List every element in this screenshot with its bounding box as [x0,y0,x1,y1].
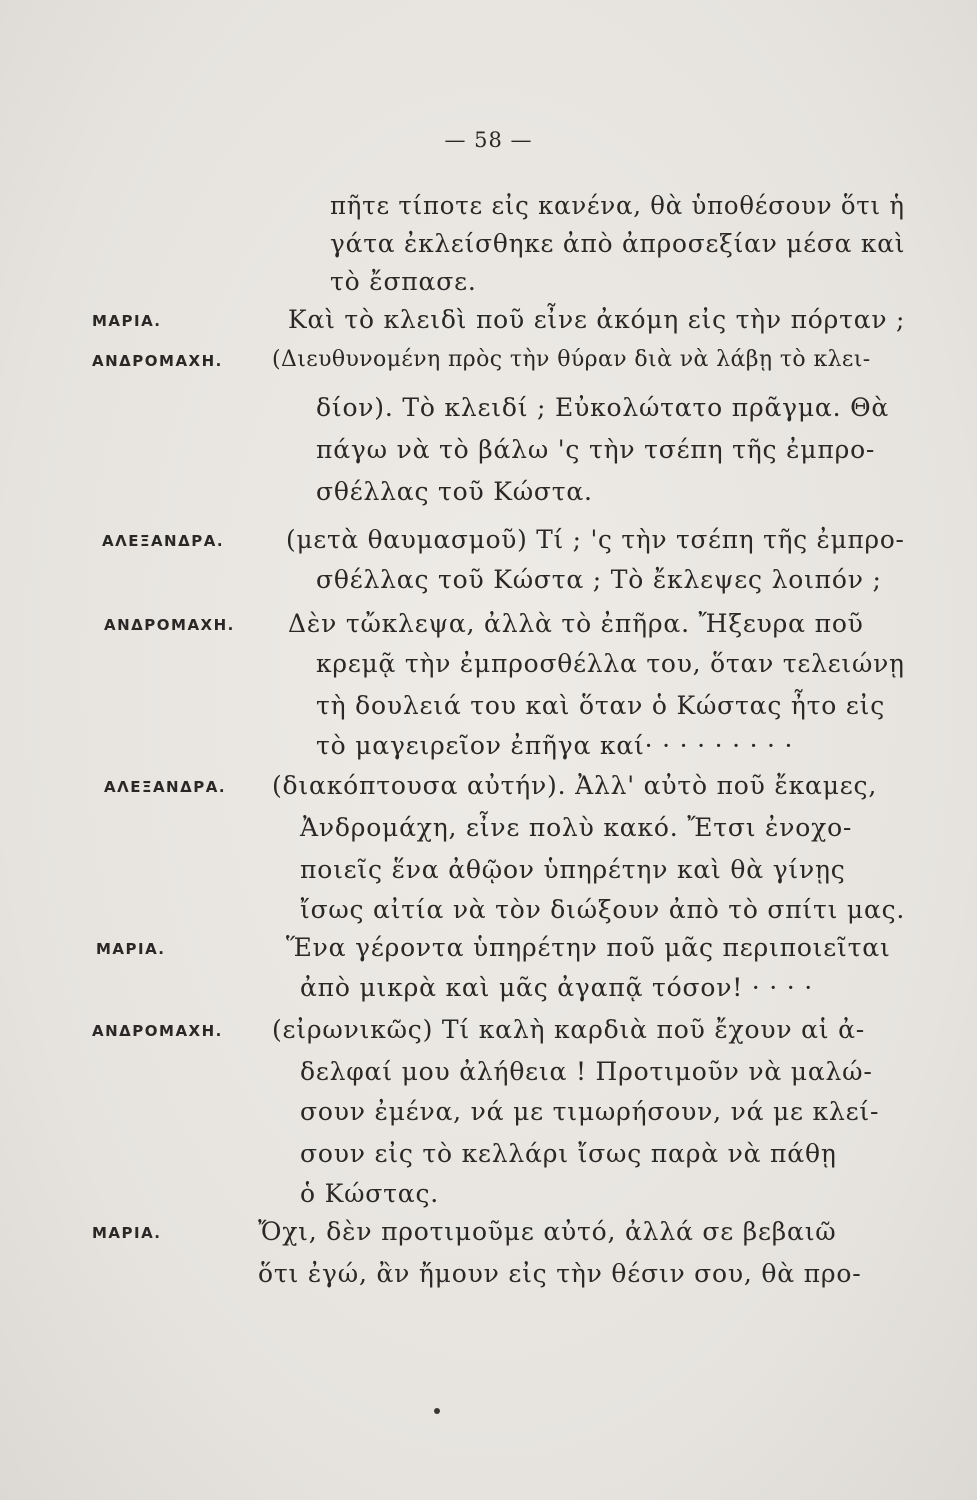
text-line: ἀπὸ μικρὰ καὶ μᾶς ἀγαπᾷ τόσον! · · · · [300,973,814,1002]
text-line: τὸ ἔσπασε. [330,267,477,296]
text-line: ὁ Κώστας. [300,1179,439,1208]
text-line: Ἕνα γέροντα ὑπηρέτην ποῦ μᾶς περιποιεῖται [286,933,891,962]
text-line: (εἰρωνικῶς) Τί καλὴ καρδιὰ ποῦ ἔχουν αἱ ἀ- [272,1015,866,1044]
text-line: σουν εἰς τὸ κελλάρι ἴσως παρὰ νὰ πάθῃ [300,1139,837,1168]
text-line: πάγω νὰ τὸ βάλω 'ς τὴν τσέπη τῆς ἐμπρο- [316,435,876,464]
text-line: κρεμᾷ τὴν ἐμπροσθέλλα του, ὅταν τελειώνῃ [316,649,905,678]
speaker-name: ΜΑΡΙΑ. [96,940,166,958]
text-line: ἴσως αἰτία νὰ τὸν διώξουν ἀπὸ τὸ σπίτι μας. [300,895,906,924]
speaker-name: ΑΝΔΡΟΜΑΧΗ. [92,352,223,370]
text-line: Καὶ τὸ κλειδὶ ποῦ εἶνε ἀκόμη εἰς τὴν πόρταν ; [288,305,906,334]
speaker-name: ΑΝΔΡΟΜΑΧΗ. [92,1022,223,1040]
speaker-name: ΑΛΕΞΑΝΔΡΑ. [102,532,225,550]
page-number: — 58 — [444,128,533,152]
text-line: τὸ μαγειρεῖον ἐπῆγα καί· · · · · · · · · [316,731,794,760]
text-line: σουν ἐμένα, νά με τιμωρήσουν, νά με κλεί- [300,1097,880,1126]
speaker-name: ΑΛΕΞΑΝΔΡΑ. [104,778,227,796]
speaker-name: ΜΑΡΙΑ. [92,1224,162,1242]
speaker-name: ΑΝΔΡΟΜΑΧΗ. [104,616,235,634]
text-line: σθέλλας τοῦ Κώστα ; Τὸ ἔκλεψες λοιπόν ; [316,565,882,594]
text-line: ὅτι ἐγώ, ἂν ἤμουν εἰς τὴν θέσιν σου, θὰ προ- [258,1259,862,1288]
text-line: Ἀνδρομάχη, εἶνε πολὺ κακό. Ἔτσι ἐνοχο- [300,813,853,842]
text-line: πῆτε τίποτε εἰς κανένα, θὰ ὑποθέσουν ὅτι ἡ [330,191,905,220]
text-line: Ὄχι, δὲν προτιμοῦμε αὐτό, ἀλλά σε βεβαιῶ [258,1217,837,1246]
text-line: (μετὰ θαυμασμοῦ) Τί ; 'ς τὴν τσέπη τῆς ἐμπρο- [286,525,905,554]
speaker-name: ΜΑΡΙΑ. [92,312,162,330]
text-line: ποιεῖς ἕνα ἀθῷον ὑπηρέτην καὶ θὰ γίνῃς [300,855,846,884]
text-line: (διακόπτουσα αὐτήν). Ἀλλ' αὐτὸ ποῦ ἔκαμες, [272,771,878,800]
text-line: τὴ δουλειά του καὶ ὅταν ὁ Κώστας ἦτο εἰς [316,691,886,720]
text-line: (Διευθυνομένη πρὸς τὴν θύραν διὰ νὰ λάβῃ τὸ κλει- [272,347,871,372]
text-line: γάτα ἐκλείσθηκε ἀπὸ ἀπροσεξίαν μέσα καὶ [330,229,906,258]
text-line: Δὲν τὤκλεψα, ἀλλὰ τὸ ἐπῆρα. Ἤξευρα ποῦ [288,609,864,638]
ink-speck [434,1408,440,1414]
text-line: δίον). Τὸ κλειδί ; Εὐκολώτατο πρᾶγμα. Θὰ [316,393,890,422]
text-line: σθέλλας τοῦ Κώστα. [316,477,593,506]
text-line: δελφαί μου ἀλήθεια ! Προτιμοῦν νὰ μαλώ- [300,1057,873,1086]
